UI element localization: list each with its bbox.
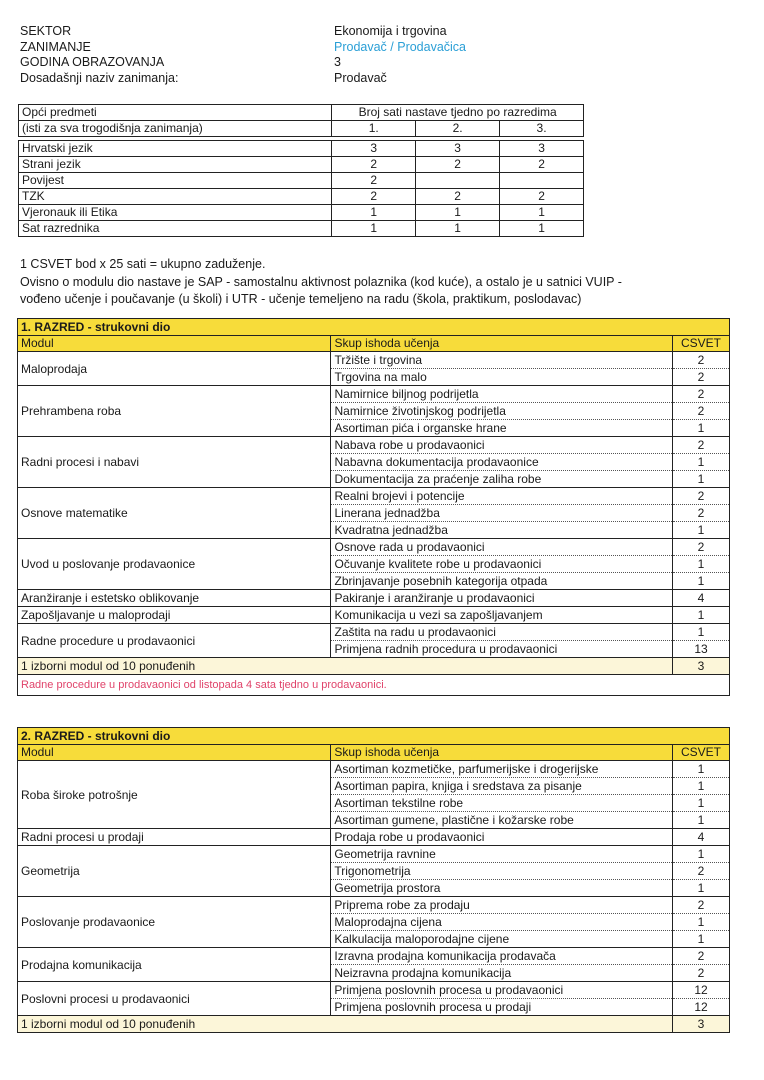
header-label: GODINA OBRAZOVANJA bbox=[20, 55, 165, 69]
elective-label: 1 izborni modul od 10 ponuđenih bbox=[18, 658, 673, 675]
csvet-value: 4 bbox=[673, 590, 730, 607]
csvet-value: 1 bbox=[673, 880, 730, 897]
header-label: Dosadašnji naziv zanimanja: bbox=[20, 70, 179, 85]
csvet-value: 2 bbox=[673, 948, 730, 965]
general-head-row bbox=[19, 121, 584, 137]
hours-value: 2 bbox=[500, 157, 584, 173]
csvet-value: 2 bbox=[673, 352, 730, 369]
header-row bbox=[20, 55, 540, 71]
learning-outcome: Tržište i trgovina bbox=[331, 352, 673, 369]
csvet-value: 2 bbox=[673, 897, 730, 914]
outcome-row bbox=[18, 539, 730, 556]
general-head-1: Opći predmeti bbox=[19, 105, 332, 121]
hours-value: 2 bbox=[332, 173, 416, 189]
hours-value: 1 bbox=[416, 221, 500, 237]
learning-outcome: Trgovina na malo bbox=[331, 369, 673, 386]
outcome-row bbox=[18, 437, 730, 454]
hours-value: 1 bbox=[500, 221, 584, 237]
hours-value: 1 bbox=[416, 205, 500, 221]
subject-row bbox=[19, 157, 584, 173]
header-value: Ekonomija i trgovina bbox=[334, 24, 447, 38]
module-name: Zapošljavanje u maloprodaji bbox=[18, 607, 331, 624]
header-label: ZANIMANJE bbox=[20, 39, 91, 54]
outcome-row bbox=[18, 624, 730, 641]
hours-value: 1 bbox=[500, 205, 584, 221]
module-name: Osnove matematike bbox=[18, 488, 331, 539]
hours-value: 2 bbox=[500, 189, 584, 205]
learning-outcome: Zbrinjavanje posebnih kategorija otpada bbox=[331, 573, 673, 590]
csvet-value: 1 bbox=[673, 471, 730, 488]
elective-value: 3 bbox=[673, 658, 730, 675]
learning-outcome: Linerana jednadžba bbox=[331, 505, 673, 522]
hours-value: 2 bbox=[332, 157, 416, 173]
module-name: Radne procedure u prodavaonici bbox=[18, 624, 331, 658]
col-module: Modul bbox=[18, 745, 331, 761]
note-line: 1 CSVET bod x 25 sati = ukupno zaduženje. bbox=[20, 257, 266, 271]
learning-outcome: Geometrija ravnine bbox=[331, 846, 673, 863]
subject-name: Sat razrednika bbox=[19, 221, 332, 237]
outcome-row bbox=[18, 982, 730, 999]
learning-outcome: Izravna prodajna komunikacija prodavača bbox=[331, 948, 673, 965]
learning-outcome: Primjena radnih procedura u prodavaonici bbox=[331, 641, 673, 658]
module-name: Poslovni procesi u prodavaonici bbox=[18, 982, 331, 1016]
learning-outcome: Asortiman pića i organske hrane bbox=[331, 420, 673, 437]
learning-outcome: Priprema robe za prodaju bbox=[331, 897, 673, 914]
elective-row bbox=[18, 658, 730, 675]
class-note: Radne procedure u prodavaonici od listopada 4 sata tjedno u prodavaonici. bbox=[18, 675, 730, 696]
csvet-value: 12 bbox=[673, 982, 730, 999]
learning-outcome: Prodaja robe u prodavaonici bbox=[331, 829, 673, 846]
notes bbox=[20, 256, 740, 309]
csvet-value: 1 bbox=[673, 624, 730, 641]
elective-value: 3 bbox=[673, 1016, 730, 1033]
outcome-row bbox=[18, 590, 730, 607]
learning-outcome: Asortiman papira, knjiga i sredstava za pisanje bbox=[331, 778, 673, 795]
hours-value: 1 bbox=[332, 221, 416, 237]
module-name: Prehrambena roba bbox=[18, 386, 331, 437]
header-value: Prodavač / Prodavačica bbox=[334, 39, 467, 54]
learning-outcome: Kalkulacija maloporodajne cijene bbox=[331, 931, 673, 948]
class-title-row bbox=[18, 728, 730, 745]
module-name: Poslovanje prodavaonice bbox=[18, 897, 331, 948]
outcome-row bbox=[18, 488, 730, 505]
csvet-value: 1 bbox=[673, 846, 730, 863]
learning-outcome: Realni brojevi i potencije bbox=[331, 488, 673, 505]
grade-label: 3. bbox=[500, 121, 584, 137]
subject-row bbox=[19, 173, 584, 189]
note-row bbox=[18, 675, 730, 696]
general-head-row bbox=[19, 105, 584, 121]
csvet-value: 2 bbox=[673, 403, 730, 420]
module-name: Radni procesi i nabavi bbox=[18, 437, 331, 488]
subject-name: Vjeronauk ili Etika bbox=[19, 205, 332, 221]
subject-row bbox=[19, 141, 584, 157]
class1-table bbox=[17, 318, 730, 696]
header-label: SEKTOR bbox=[20, 24, 72, 38]
learning-outcome: Očuvanje kvalitete robe u prodavaonici bbox=[331, 556, 673, 573]
outcome-row bbox=[18, 846, 730, 863]
csvet-value: 1 bbox=[673, 914, 730, 931]
header-row bbox=[20, 24, 540, 40]
hours-value bbox=[416, 173, 500, 189]
csvet-value: 1 bbox=[673, 556, 730, 573]
note-line: vođeno učenje i poučavanje (u školi) i UTR - učenje temeljeno na radu (škola, praktikum, poslodavac) bbox=[20, 292, 582, 306]
learning-outcome: Asortiman tekstilne robe bbox=[331, 795, 673, 812]
hours-value: 3 bbox=[416, 141, 500, 157]
col-csvet: CSVET bbox=[673, 745, 730, 761]
outcome-row bbox=[18, 948, 730, 965]
subject-name: Strani jezik bbox=[19, 157, 332, 173]
outcome-row bbox=[18, 352, 730, 369]
header-row bbox=[20, 40, 540, 56]
csvet-value: 2 bbox=[673, 488, 730, 505]
col-learning-set: Skup ishoda učenja bbox=[331, 336, 673, 352]
learning-outcome: Pakiranje i aranžiranje u prodavaonici bbox=[331, 590, 673, 607]
csvet-value: 1 bbox=[673, 812, 730, 829]
class-title: 1. RAZRED - strukovni dio bbox=[18, 319, 730, 336]
learning-outcome: Dokumentacija za praćenje zaliha robe bbox=[331, 471, 673, 488]
learning-outcome: Geometrija prostora bbox=[331, 880, 673, 897]
header-row bbox=[20, 71, 540, 87]
grade-label: 1. bbox=[332, 121, 416, 137]
hours-value: 2 bbox=[416, 157, 500, 173]
outcome-row bbox=[18, 897, 730, 914]
outcome-row bbox=[18, 386, 730, 403]
csvet-value: 2 bbox=[673, 863, 730, 880]
grade-label: 2. bbox=[416, 121, 500, 137]
learning-outcome: Namirnice biljnog podrijetla bbox=[331, 386, 673, 403]
note-line: Ovisno o modulu dio nastave je SAP - samostalnu aktivnost polaznika (kod kuće), a ostalo je u satnici VUIP - bbox=[20, 274, 622, 289]
col-csvet: CSVET bbox=[673, 336, 730, 352]
hours-title: Broj sati nastave tjedno po razredima bbox=[332, 105, 584, 121]
csvet-value: 2 bbox=[673, 437, 730, 454]
subject-name: TZK bbox=[19, 189, 332, 205]
hours-value: 3 bbox=[332, 141, 416, 157]
learning-outcome: Nabava robe u prodavaonici bbox=[331, 437, 673, 454]
learning-outcome: Namirnice životinjskog podrijetla bbox=[331, 403, 673, 420]
module-name: Maloprodaja bbox=[18, 352, 331, 386]
csvet-value: 1 bbox=[673, 761, 730, 778]
csvet-value: 13 bbox=[673, 641, 730, 658]
outcome-row bbox=[18, 761, 730, 778]
csvet-value: 1 bbox=[673, 573, 730, 590]
class-title-row bbox=[18, 319, 730, 336]
learning-outcome: Asortiman kozmetičke, parfumerijske i drogerijske bbox=[331, 761, 673, 778]
elective-row bbox=[18, 1016, 730, 1033]
subject-row bbox=[19, 189, 584, 205]
csvet-value: 1 bbox=[673, 778, 730, 795]
hours-value: 1 bbox=[332, 205, 416, 221]
csvet-value: 12 bbox=[673, 999, 730, 1016]
learning-outcome: Primjena poslovnih procesa u prodavaonici bbox=[331, 982, 673, 999]
csvet-value: 2 bbox=[673, 386, 730, 403]
csvet-value: 1 bbox=[673, 795, 730, 812]
subject-name: Povijest bbox=[19, 173, 332, 189]
learning-outcome: Neizravna prodajna komunikacija bbox=[331, 965, 673, 982]
general-head-2: (isti za sva trogodišnja zanimanja) bbox=[19, 121, 332, 137]
outcome-row bbox=[18, 829, 730, 846]
hours-value bbox=[500, 173, 584, 189]
elective-label: 1 izborni modul od 10 ponuđenih bbox=[18, 1016, 673, 1033]
csvet-value: 1 bbox=[673, 454, 730, 471]
header-value: 3 bbox=[334, 55, 341, 69]
learning-outcome: Trigonometrija bbox=[331, 863, 673, 880]
document-header bbox=[20, 24, 540, 86]
learning-outcome: Osnove rada u prodavaonici bbox=[331, 539, 673, 556]
module-name: Uvod u poslovanje prodavaonice bbox=[18, 539, 331, 590]
module-name: Radni procesi u prodaji bbox=[18, 829, 331, 846]
learning-outcome: Maloprodajna cijena bbox=[331, 914, 673, 931]
hours-value: 2 bbox=[416, 189, 500, 205]
subject-row bbox=[19, 221, 584, 237]
csvet-value: 1 bbox=[673, 522, 730, 539]
module-name: Geometrija bbox=[18, 846, 331, 897]
learning-outcome: Kvadratna jednadžba bbox=[331, 522, 673, 539]
csvet-value: 1 bbox=[673, 607, 730, 624]
learning-outcome: Komunikacija u vezi sa zapošljavanjem bbox=[331, 607, 673, 624]
csvet-value: 2 bbox=[673, 369, 730, 386]
class-title: 2. RAZRED - strukovni dio bbox=[18, 728, 730, 745]
col-learning-set: Skup ishoda učenja bbox=[331, 745, 673, 761]
csvet-value: 2 bbox=[673, 539, 730, 556]
header-value: Prodavač bbox=[334, 70, 387, 85]
general-subjects-table bbox=[18, 104, 584, 237]
col-module: Modul bbox=[18, 336, 331, 352]
csvet-value: 4 bbox=[673, 829, 730, 846]
column-header-row bbox=[18, 745, 730, 761]
hours-value: 3 bbox=[500, 141, 584, 157]
column-header-row bbox=[18, 336, 730, 352]
csvet-value: 1 bbox=[673, 420, 730, 437]
subject-row bbox=[19, 205, 584, 221]
csvet-value: 2 bbox=[673, 965, 730, 982]
class2-table bbox=[17, 727, 730, 1033]
hours-value: 2 bbox=[332, 189, 416, 205]
learning-outcome: Zaštita na radu u prodavaonici bbox=[331, 624, 673, 641]
module-name: Aranžiranje i estetsko oblikovanje bbox=[18, 590, 331, 607]
csvet-value: 2 bbox=[673, 505, 730, 522]
csvet-value: 1 bbox=[673, 931, 730, 948]
module-name: Roba široke potrošnje bbox=[18, 761, 331, 829]
outcome-row bbox=[18, 607, 730, 624]
learning-outcome: Primjena poslovnih procesa u prodaji bbox=[331, 999, 673, 1016]
learning-outcome: Asortiman gumene, plastične i kožarske robe bbox=[331, 812, 673, 829]
subject-name: Hrvatski jezik bbox=[19, 141, 332, 157]
learning-outcome: Nabavna dokumentacija prodavaonice bbox=[331, 454, 673, 471]
module-name: Prodajna komunikacija bbox=[18, 948, 331, 982]
